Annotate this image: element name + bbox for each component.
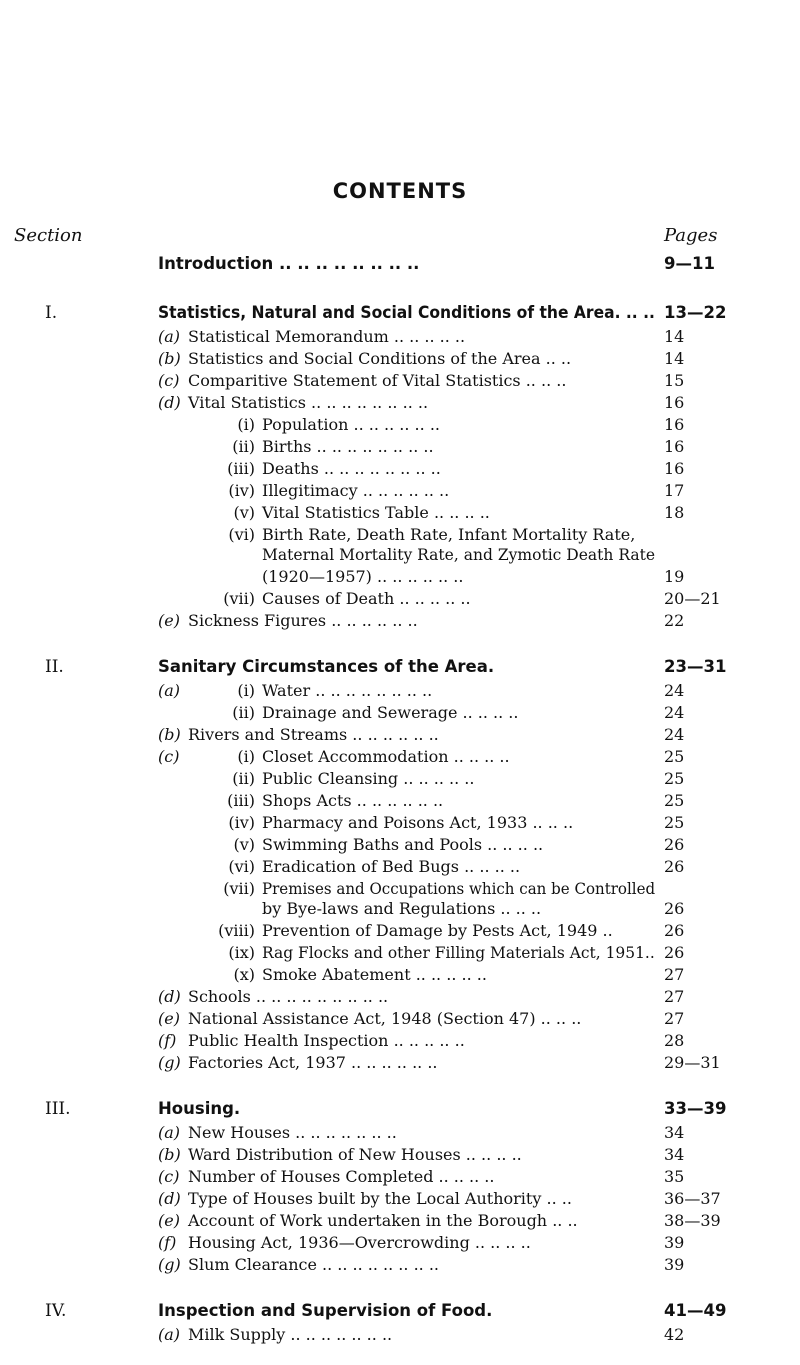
entry-roman-numeral: (i) bbox=[237, 747, 255, 766]
entry-text: National Assistance Act, 1948 (Section 47) .. .. .. bbox=[188, 1009, 582, 1028]
entry-pages: 27 bbox=[664, 965, 685, 984]
toc-entry bbox=[0, 965, 800, 985]
toc-entry bbox=[0, 1167, 800, 1187]
section-number: IV. bbox=[45, 1301, 67, 1321]
toc-entry bbox=[0, 349, 800, 369]
toc-entry bbox=[0, 327, 800, 347]
entry-text: Statistics and Social Conditions of the Area .. .. bbox=[188, 349, 572, 368]
entry-text: Closet Accommodation .. .. .. .. bbox=[262, 747, 510, 766]
entry-label: (a) bbox=[158, 327, 181, 346]
entry-roman-numeral: (iii) bbox=[227, 459, 255, 478]
entry-pages: 14 bbox=[664, 349, 685, 368]
entry-text: Type of Houses built by the Local Authority .. .. bbox=[188, 1189, 572, 1208]
entry-roman-numeral: (ii) bbox=[232, 703, 255, 722]
toc-entry bbox=[0, 1189, 800, 1209]
entry-label: (g) bbox=[158, 1255, 181, 1274]
entry-pages: 26 bbox=[664, 899, 685, 918]
entry-pages: 24 bbox=[664, 725, 685, 744]
entry-pages: 25 bbox=[664, 791, 685, 810]
entry-text: Statistical Memorandum .. .. .. .. .. bbox=[188, 327, 466, 346]
entry-label: (e) bbox=[158, 1211, 180, 1230]
entry-text: Population .. .. .. .. .. .. bbox=[262, 415, 440, 434]
entry-text: Housing Act, 1936—Overcrowding .. .. .. .. bbox=[188, 1233, 531, 1252]
entry-pages: 16 bbox=[664, 393, 685, 412]
toc-entry bbox=[0, 791, 800, 811]
entry-label: (g) bbox=[158, 1053, 181, 1072]
entry-roman-numeral: (ii) bbox=[232, 437, 255, 456]
entry-text: Birth Rate, Death Rate, Infant Mortality Rate, bbox=[262, 525, 636, 544]
entry-pages: 19 bbox=[664, 567, 685, 586]
entry-label: (e) bbox=[158, 611, 180, 630]
entry-text: (1920—1957) .. .. .. .. .. .. bbox=[262, 567, 464, 586]
entry-label: (c) bbox=[158, 1167, 180, 1186]
toc-entry bbox=[0, 1255, 800, 1275]
entry-label: (a) bbox=[158, 1123, 181, 1142]
toc-entry bbox=[0, 1123, 800, 1143]
entry-text: Schools .. .. .. .. .. .. .. .. .. bbox=[188, 987, 389, 1006]
entry-pages: 24 bbox=[664, 681, 685, 700]
entry-text: Births .. .. .. .. .. .. .. .. bbox=[262, 437, 434, 456]
toc-entry bbox=[0, 545, 800, 565]
toc-entry bbox=[0, 1031, 800, 1051]
entry-roman-numeral: (vi) bbox=[228, 525, 255, 544]
entry-text: Sanitary Circumstances of the Area. bbox=[158, 657, 495, 676]
section-column-header: Section bbox=[14, 225, 83, 246]
pages-column-header: Pages bbox=[664, 225, 718, 246]
toc-section-heading bbox=[0, 657, 800, 677]
toc-entry bbox=[0, 921, 800, 941]
toc-entry bbox=[0, 567, 800, 587]
entry-pages: 15 bbox=[664, 371, 685, 390]
entry-pages: 16 bbox=[664, 415, 685, 434]
entry-text: Maternal Mortality Rate, and Zymotic Death Rate bbox=[262, 545, 656, 564]
entry-pages: 25 bbox=[664, 813, 685, 832]
section-number: I. bbox=[45, 303, 58, 323]
toc-entry bbox=[0, 899, 800, 919]
toc-entry bbox=[0, 747, 800, 767]
entry-text: Illegitimacy .. .. .. .. .. .. bbox=[262, 481, 450, 500]
entry-label: (f) bbox=[158, 1031, 177, 1050]
entry-text: Vital Statistics Table .. .. .. .. bbox=[262, 503, 490, 522]
entry-label: (b) bbox=[158, 725, 181, 744]
entry-text: Pharmacy and Poisons Act, 1933 .. .. .. bbox=[262, 813, 574, 832]
entry-roman-numeral: (ii) bbox=[232, 769, 255, 788]
toc-entry bbox=[0, 503, 800, 523]
entry-text: Eradication of Bed Bugs .. .. .. .. bbox=[262, 857, 521, 876]
entry-pages: 16 bbox=[664, 437, 685, 456]
entry-text: Water .. .. .. .. .. .. .. .. bbox=[262, 681, 433, 700]
toc-entry bbox=[0, 1233, 800, 1253]
entry-text: Number of Houses Completed .. .. .. .. bbox=[188, 1167, 495, 1186]
toc-section-heading bbox=[0, 1301, 800, 1321]
entry-pages: 29—31 bbox=[664, 1053, 721, 1072]
entry-text: Smoke Abatement .. .. .. .. .. bbox=[262, 965, 487, 984]
page-title: CONTENTS bbox=[332, 179, 468, 203]
entry-roman-numeral: (vi) bbox=[228, 857, 255, 876]
toc-entry bbox=[0, 1145, 800, 1165]
entry-roman-numeral: (vii) bbox=[223, 879, 255, 898]
toc-entry bbox=[0, 813, 800, 833]
toc-entry bbox=[0, 681, 800, 701]
entry-pages: 17 bbox=[664, 481, 685, 500]
section-number: III. bbox=[45, 1099, 71, 1119]
entry-label: (c) bbox=[158, 747, 180, 766]
entry-label: (a) bbox=[158, 1325, 181, 1344]
toc-entry bbox=[0, 987, 800, 1007]
entry-pages: 20—21 bbox=[664, 589, 721, 608]
entry-pages: 13—22 bbox=[664, 303, 727, 322]
entry-roman-numeral: (x) bbox=[233, 965, 255, 984]
entry-roman-numeral: (v) bbox=[233, 835, 255, 854]
toc-section-heading bbox=[0, 1099, 800, 1119]
entry-label: (d) bbox=[158, 987, 181, 1006]
entry-pages: 34 bbox=[664, 1123, 685, 1142]
toc-entry bbox=[0, 415, 800, 435]
toc-entry bbox=[0, 1325, 800, 1345]
entry-pages: 22 bbox=[664, 611, 685, 630]
toc-entry bbox=[0, 1053, 800, 1073]
entry-text: Premises and Occupations which can be Controlled bbox=[262, 879, 656, 898]
entry-roman-numeral: (viii) bbox=[218, 921, 255, 940]
entry-pages: 24 bbox=[664, 703, 685, 722]
entry-text: Statistics, Natural and Social Conditions of the Area. .. .. bbox=[158, 303, 655, 322]
entry-pages: 28 bbox=[664, 1031, 685, 1050]
entry-pages: 27 bbox=[664, 1009, 685, 1028]
entry-pages: 33—39 bbox=[664, 1099, 727, 1118]
entry-pages: 14 bbox=[664, 327, 685, 346]
entry-roman-numeral: (vii) bbox=[223, 589, 255, 608]
entry-text: Shops Acts .. .. .. .. .. .. bbox=[262, 791, 444, 810]
toc-entry bbox=[0, 481, 800, 501]
entry-text: Vital Statistics .. .. .. .. .. .. .. .. bbox=[188, 393, 429, 412]
entry-pages: 36—37 bbox=[664, 1189, 721, 1208]
entry-text: Drainage and Sewerage .. .. .. .. bbox=[262, 703, 519, 722]
toc-section-heading bbox=[0, 254, 800, 274]
entry-text: Housing. bbox=[158, 1099, 241, 1118]
toc-entry bbox=[0, 879, 800, 899]
toc-entry bbox=[0, 769, 800, 789]
entry-roman-numeral: (i) bbox=[237, 415, 255, 434]
entry-pages: 25 bbox=[664, 769, 685, 788]
toc-entry bbox=[0, 703, 800, 723]
entry-text: Factories Act, 1937 .. .. .. .. .. .. bbox=[188, 1053, 438, 1072]
entry-label: (d) bbox=[158, 1189, 181, 1208]
entry-text: Deaths .. .. .. .. .. .. .. .. bbox=[262, 459, 441, 478]
entry-roman-numeral: (ix) bbox=[228, 943, 255, 962]
entry-text: Public Cleansing .. .. .. .. .. bbox=[262, 769, 475, 788]
entry-text: Public Health Inspection .. .. .. .. .. bbox=[188, 1031, 465, 1050]
section-number: II. bbox=[45, 657, 64, 677]
entry-pages: 25 bbox=[664, 747, 685, 766]
entry-text: Introduction .. .. .. .. .. .. .. .. bbox=[158, 254, 420, 273]
toc-entry bbox=[0, 459, 800, 479]
toc-entry bbox=[0, 1009, 800, 1029]
toc-entry bbox=[0, 437, 800, 457]
entry-pages: 26 bbox=[664, 943, 685, 962]
entry-pages: 9—11 bbox=[664, 254, 715, 273]
entry-roman-numeral: (v) bbox=[233, 503, 255, 522]
entry-roman-numeral: (i) bbox=[237, 681, 255, 700]
entry-roman-numeral: (iii) bbox=[227, 791, 255, 810]
toc-entry bbox=[0, 611, 800, 631]
entry-roman-numeral: (iv) bbox=[228, 813, 255, 832]
entry-roman-numeral: (iv) bbox=[228, 481, 255, 500]
entry-label: (e) bbox=[158, 1009, 180, 1028]
entry-text: New Houses .. .. .. .. .. .. .. bbox=[188, 1123, 397, 1142]
toc-entry bbox=[0, 725, 800, 745]
entry-pages: 42 bbox=[664, 1325, 685, 1344]
entry-text: Rag Flocks and other Filling Materials Act, 1951.. bbox=[262, 943, 655, 962]
entry-text: Account of Work undertaken in the Borough .. .. bbox=[188, 1211, 578, 1230]
entry-pages: 39 bbox=[664, 1255, 685, 1274]
toc-entry bbox=[0, 371, 800, 391]
toc-entry bbox=[0, 1211, 800, 1231]
entry-text: Sickness Figures .. .. .. .. .. .. bbox=[188, 611, 418, 630]
entry-pages: 16 bbox=[664, 459, 685, 478]
entry-text: Milk Supply .. .. .. .. .. .. .. bbox=[188, 1325, 393, 1344]
entry-pages: 26 bbox=[664, 857, 685, 876]
entry-text: Ward Distribution of New Houses .. .. .. .. bbox=[188, 1145, 522, 1164]
entry-label: (d) bbox=[158, 393, 181, 412]
toc-entry bbox=[0, 525, 800, 545]
entry-label: (c) bbox=[158, 371, 180, 390]
toc-entry bbox=[0, 393, 800, 413]
toc-section-heading bbox=[0, 303, 800, 323]
toc-entry bbox=[0, 589, 800, 609]
entry-pages: 34 bbox=[664, 1145, 685, 1164]
entry-pages: 38—39 bbox=[664, 1211, 721, 1230]
entry-pages: 18 bbox=[664, 503, 685, 522]
entry-label: (b) bbox=[158, 349, 181, 368]
entry-pages: 35 bbox=[664, 1167, 685, 1186]
entry-label: (a) bbox=[158, 681, 181, 700]
entry-label: (b) bbox=[158, 1145, 181, 1164]
entry-pages: 26 bbox=[664, 921, 685, 940]
entry-text: Swimming Baths and Pools .. .. .. .. bbox=[262, 835, 544, 854]
toc-entry bbox=[0, 835, 800, 855]
entry-text: Rivers and Streams .. .. .. .. .. .. bbox=[188, 725, 439, 744]
entry-pages: 27 bbox=[664, 987, 685, 1006]
entry-pages: 39 bbox=[664, 1233, 685, 1252]
entry-text: Slum Clearance .. .. .. .. .. .. .. .. bbox=[188, 1255, 439, 1274]
entry-text: Comparitive Statement of Vital Statistics .. .. .. bbox=[188, 371, 567, 390]
toc-entry bbox=[0, 857, 800, 877]
entry-text: Inspection and Supervision of Food. bbox=[158, 1301, 493, 1320]
entry-label: (f) bbox=[158, 1233, 177, 1252]
entry-pages: 26 bbox=[664, 835, 685, 854]
entry-text: by Bye-laws and Regulations .. .. .. bbox=[262, 899, 542, 918]
entry-text: Prevention of Damage by Pests Act, 1949 .. bbox=[262, 921, 613, 940]
toc-entry bbox=[0, 943, 800, 963]
entry-pages: 23—31 bbox=[664, 657, 727, 676]
entry-pages: 41—49 bbox=[664, 1301, 727, 1320]
entry-text: Causes of Death .. .. .. .. .. bbox=[262, 589, 471, 608]
